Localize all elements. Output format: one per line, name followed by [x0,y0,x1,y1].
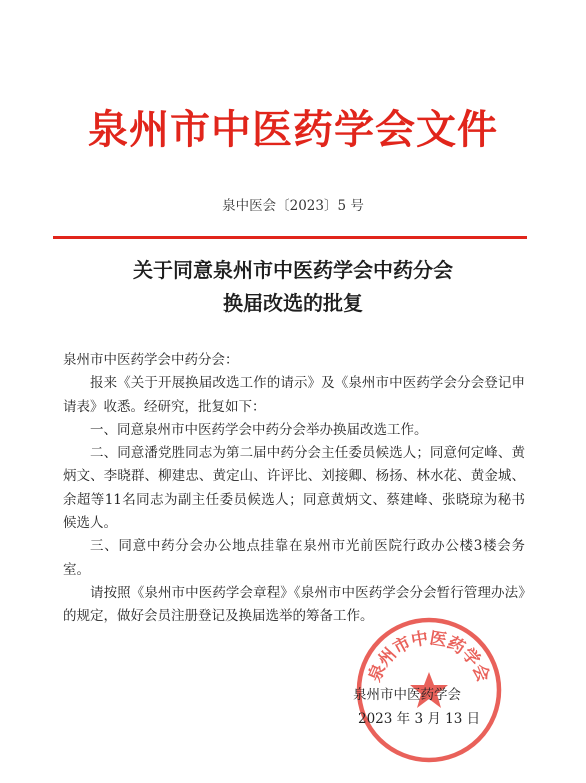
body-paragraph-intro: 报来《关于开展换届改选工作的请示》及《泉州市中医药学会分会登记申请表》收悉。经研究，批复如下： [63,375,525,415]
body-paragraph-item-3: 三、同意中药分会办公地点挂靠在泉州市光前医院行政办公楼3楼会务室。 [63,538,525,578]
signature-date: 2023 年 3 月 13 日 [358,711,481,727]
body-paragraph-closing: 请按照《泉州市中医药学会章程》《泉州市中医药学会分会暂行管理办法》的规定，做好会员注册登记及换届选举的筹备工作。 [63,584,525,625]
document-body [63,349,525,629]
salutation: 泉州市中医药学会中药分会： [63,352,239,368]
stamp-text: 泉州市中医药学会 [364,628,494,685]
body-paragraph-item-2: 二、同意潘党胜同志为第二届中药分会主任委员候选人；同意何定峰、黄炳文、李晓群、柳建忠、黄定山、许评比、刘接卿、杨扬、林水花、黄金城、余超等11名同志为副主任委员候选人；同意黄炳文、蔡建峰、张晓琼为秘书候选人。 [63,445,525,532]
subject-line-1: 关于同意泉州市中医药学会中药分会 [133,258,453,282]
document-number: 泉中医会〔2023〕5 号 [222,198,364,214]
red-divider-line [53,236,527,239]
subject-line-2: 换届改选的批复 [223,291,363,315]
body-paragraph-item-1: 一、同意泉州市中医药学会中药分会举办换届改选工作。 [90,421,428,438]
signature-organization: 泉州市中医药学会 [353,687,461,703]
document-header-title: 泉州市中医药学会文件 [88,107,498,153]
